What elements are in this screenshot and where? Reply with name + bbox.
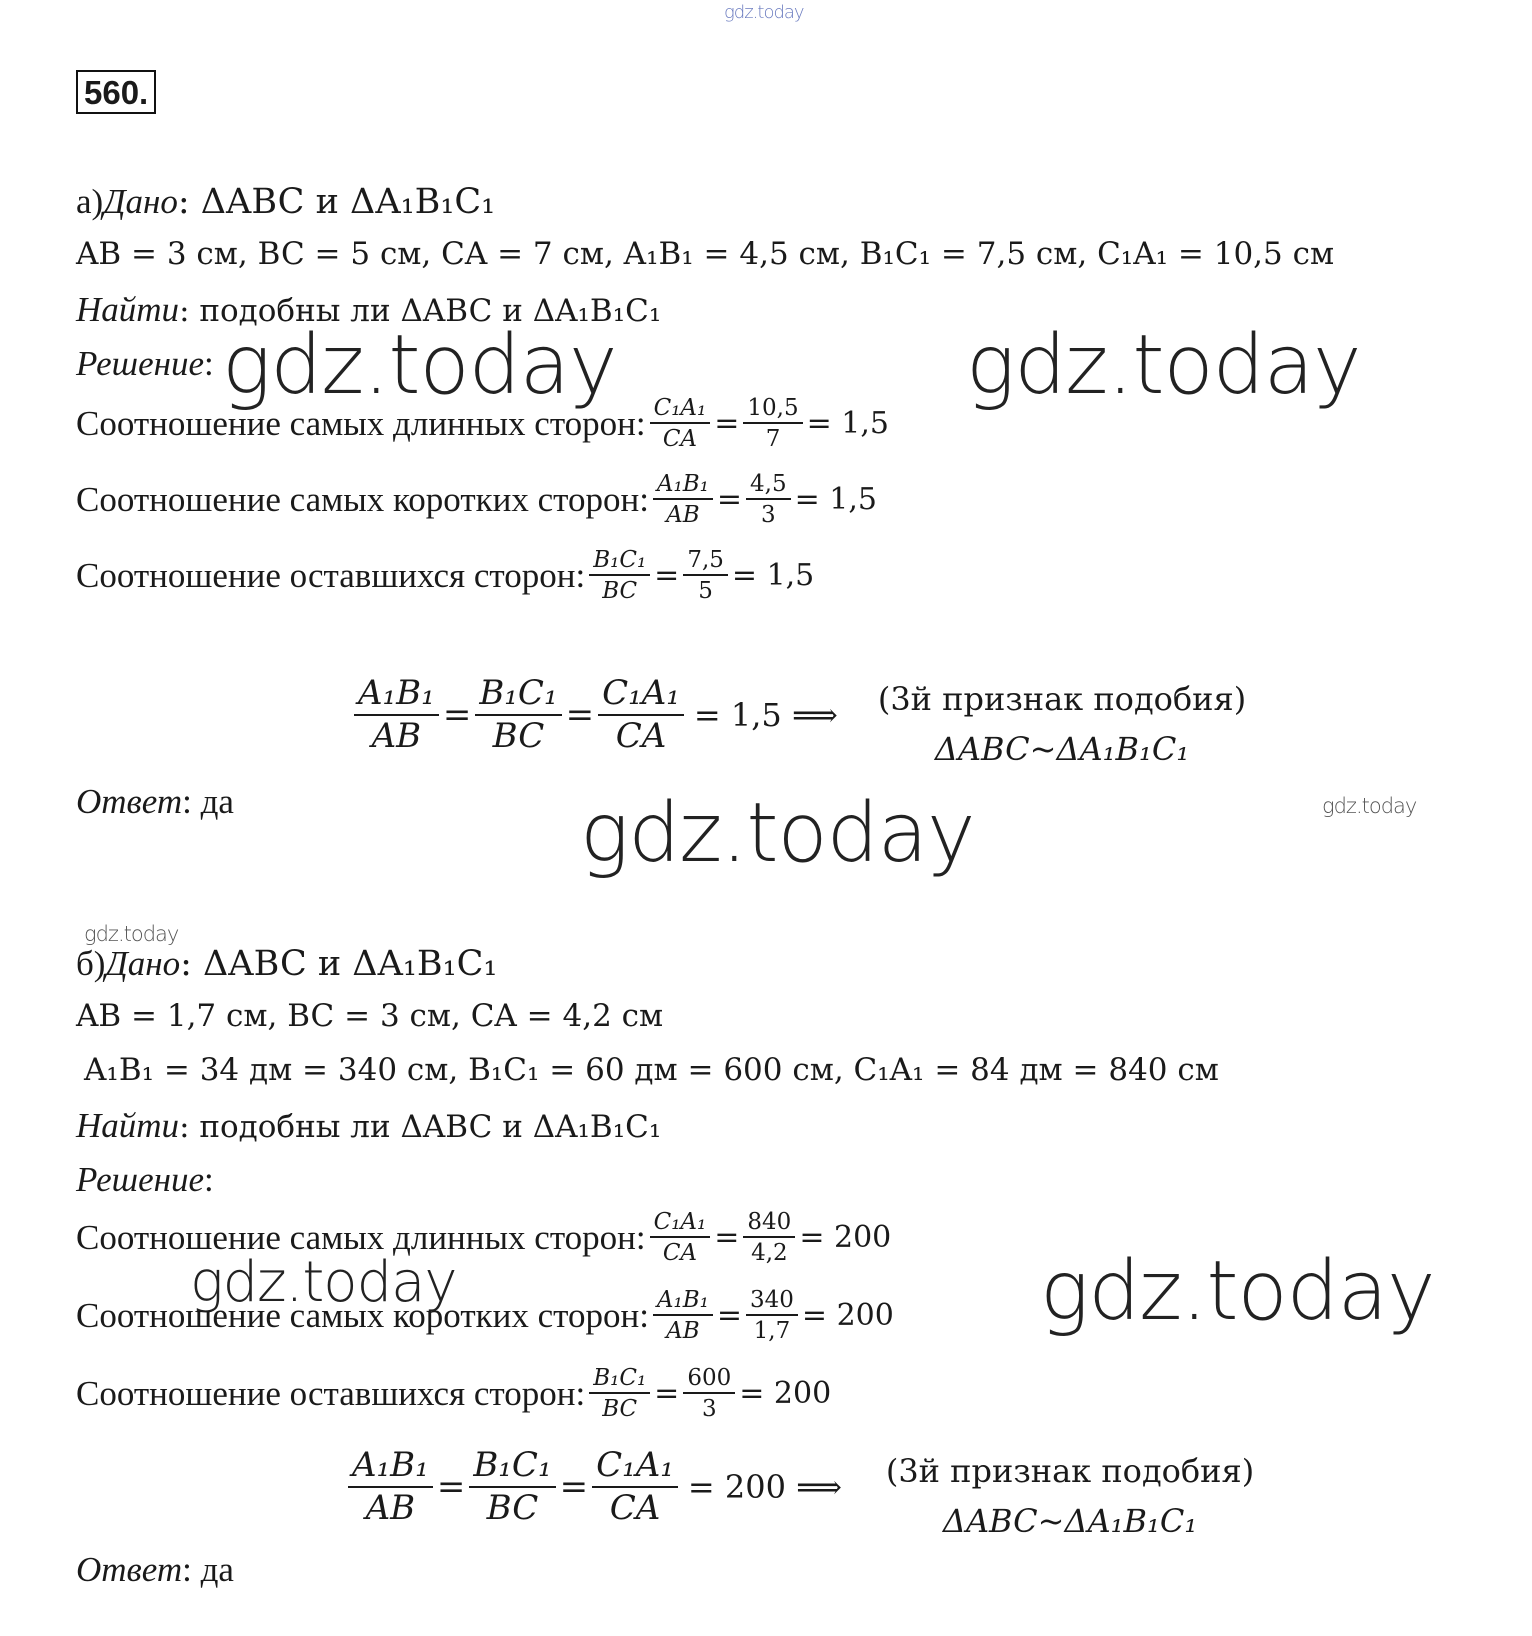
eq-sign: = — [436, 1467, 466, 1508]
frac-den: CA — [609, 1487, 661, 1528]
part-b-given — [76, 944, 497, 984]
watermark-6: gdz.today — [190, 1250, 457, 1315]
frac-den: CA — [615, 715, 667, 756]
part-b-r1-result: = 200 — [799, 1220, 892, 1256]
frac-den: 1,7 — [753, 1318, 791, 1345]
frac-num: C₁A₁ — [650, 1210, 711, 1238]
part-b-solution-label: Решение — [76, 1160, 205, 1199]
part-b-sides-2: A₁B₁ = 34 дм = 340 см, B₁C₁ = 60 дм = 600 см, C₁A₁ = 84 дм = 840 см — [84, 1052, 1219, 1088]
frac-num: 600 — [683, 1366, 735, 1394]
part-b-r2-vfrac — [746, 1288, 798, 1343]
part-a-r2-frac — [653, 472, 713, 527]
frac-num: 340 — [746, 1288, 798, 1316]
frac-num: A₁B₁ — [653, 1288, 713, 1316]
frac-den: BC — [492, 715, 545, 756]
frac-den: AB — [371, 715, 422, 756]
part-b-given-label: Дано — [105, 944, 181, 983]
part-b-criterion: (3й признак подобия) — [885, 1452, 1255, 1490]
part-b-r2-label: Соотношение самых коротких сторон: — [76, 1295, 649, 1335]
frac-num: A₁B₁ — [348, 1448, 433, 1488]
frac-den: AB — [666, 502, 700, 529]
part-a-final-result: = 1,5 ⟹ — [693, 696, 838, 735]
part-a-given-text: : ΔABC и ΔA₁B₁C₁ — [177, 182, 496, 222]
frac-den: BC — [602, 1396, 638, 1423]
part-b-prefix: б) — [76, 944, 106, 983]
part-a-sides: AB = 3 см, BC = 5 см, CA = 7 см, A₁B₁ = 4,5 см, B₁C₁ = 7,5 см, C₁A₁ = 10,5 см — [76, 236, 1335, 272]
part-b-given-text: : ΔABC и ΔA₁B₁C₁ — [180, 944, 498, 984]
part-b-r3-frac — [589, 1366, 650, 1421]
frac-den: AB — [365, 1487, 416, 1528]
part-a-criterion: (3й признак подобия) — [877, 680, 1247, 718]
watermark-1: gdz.today — [222, 318, 617, 413]
part-a-prefix: а) — [76, 182, 104, 221]
part-a-r1-result: = 1,5 — [806, 406, 890, 442]
part-a-given — [76, 182, 495, 222]
frac-num: B₁C₁ — [475, 676, 561, 716]
part-b-r3-result: = 200 — [739, 1376, 832, 1412]
frac-den: CA — [662, 1240, 698, 1267]
part-a-r3-result: = 1,5 — [731, 558, 815, 594]
final-frac-1 — [354, 673, 439, 756]
part-b-find-text: : подобны ли ΔABC и ΔA₁B₁C₁ — [179, 1109, 662, 1145]
frac-num: 840 — [743, 1210, 795, 1238]
final-frac-3 — [592, 1445, 678, 1528]
frac-den: BC — [486, 1487, 539, 1528]
watermark-7: gdz.today — [1040, 1244, 1435, 1339]
part-a-r2-label: Соотношение самых коротких сторон: — [76, 479, 649, 519]
part-a-answer-label: Ответ — [76, 782, 183, 821]
part-b-answer — [76, 1550, 234, 1590]
watermark-4: gdz.today — [580, 786, 975, 881]
part-b-r2-result: = 200 — [801, 1298, 894, 1334]
frac-num: C₁A₁ — [598, 676, 684, 716]
frac-num: 7,5 — [683, 548, 728, 576]
problem-number: 560. — [76, 70, 156, 114]
part-b-conclusion — [870, 1446, 1270, 1546]
part-b-find — [76, 1106, 661, 1146]
part-b-find-label: Найти — [76, 1106, 180, 1145]
part-b-solution — [76, 1160, 214, 1200]
part-b-r3-label: Соотношение оставшихся сторон: — [76, 1373, 586, 1413]
part-a-r3-label: Соотношение оставшихся сторон: — [76, 555, 586, 595]
part-a-conclusion — [862, 674, 1262, 774]
part-a-ratio-1: Соотношение самых длинных сторон: $\frac{\text{C₁A₁}}{CA}$ = $\frac{10,5}{7}$ = 1,5 — [76, 395, 890, 453]
frac-den: 3 — [760, 502, 776, 529]
final-frac-1 — [348, 1445, 433, 1528]
frac-num: A₁B₁ — [354, 676, 439, 716]
part-b-answer-text: : да — [182, 1550, 234, 1589]
part-a-r1-frac — [650, 396, 711, 451]
frac-num: C₁A₁ — [650, 396, 711, 424]
part-b-r1-vfrac — [743, 1210, 795, 1265]
frac-den: 5 — [698, 578, 713, 605]
frac-num: 10,5 — [743, 396, 802, 424]
frac-num: C₁A₁ — [592, 1448, 678, 1488]
part-b-r2-frac — [653, 1288, 713, 1343]
part-b-ratio-2: Соотношение самых коротких сторон: $\frac{\text{A₁B₁}}{AB}$ = $\frac{340}{1,7}$ = 200 — [76, 1287, 894, 1345]
watermark-3: gdz.today — [1322, 794, 1417, 818]
part-a-r3-vfrac — [683, 548, 728, 603]
eq-sign: = — [559, 1467, 589, 1508]
frac-den: 7 — [765, 426, 781, 453]
part-b-answer-label: Ответ — [76, 1550, 183, 1589]
part-a-ratio-3: Соотношение оставшихся сторон: $\frac{\text{B₁C₁}}{BC}$ = $\frac{7,5}{5}$ = 1,5 — [76, 547, 815, 605]
frac-den: 4,2 — [751, 1240, 788, 1267]
final-frac-2 — [469, 1445, 555, 1528]
part-b-similar: ΔABC~ΔA₁B₁C₁ — [942, 1502, 1198, 1540]
part-b-final-result: = 200 ⟹ — [687, 1468, 843, 1507]
watermark-2: gdz.today — [966, 318, 1361, 413]
part-a-r2-result: = 1,5 — [794, 482, 877, 518]
part-a-similar: ΔABC~ΔA₁B₁C₁ — [934, 730, 1190, 768]
part-a-answer — [76, 782, 234, 822]
part-a-r2-vfrac — [746, 472, 791, 527]
part-a-r1-label: Соотношение самых длинных сторон: — [76, 403, 646, 443]
eq-sign: = — [565, 695, 595, 736]
part-b-ratio-1: Соотношение самых длинных сторон: $\frac{\text{C₁A₁}}{CA}$ = $\frac{840}{4,2}$ = 200 — [76, 1209, 892, 1267]
final-frac-2 — [475, 673, 561, 756]
part-b-r1-frac — [650, 1210, 711, 1265]
frac-num: B₁C₁ — [589, 548, 650, 576]
part-a-solution — [76, 344, 214, 384]
part-a-find-label: Найти — [76, 290, 180, 329]
part-b-r3-vfrac — [683, 1366, 735, 1421]
part-a-solution-colon: : — [204, 344, 214, 383]
part-a-r3-frac — [589, 548, 650, 603]
part-b-solution-colon: : — [204, 1160, 214, 1199]
frac-den: CA — [662, 426, 698, 453]
part-a-r1-vfrac — [743, 396, 802, 451]
part-a-solution-label: Решение — [76, 344, 205, 383]
part-b-ratio-3: Соотношение оставшихся сторон: $\frac{\text{B₁C₁}}{BC}$ = $\frac{600}{3}$ = 200 — [76, 1365, 832, 1423]
part-b-sides-1: AB = 1,7 см, BC = 3 см, CA = 4,2 см — [76, 998, 664, 1034]
part-a-answer-text: : да — [182, 782, 234, 821]
part-b-final-equation — [344, 1445, 843, 1528]
part-a-ratio-2: Соотношение самых коротких сторон: $\frac{\text{A₁B₁}}{AB}$ = $\frac{4,5}{3}$ = 1,5 — [76, 471, 877, 529]
part-a-given-label: Дано — [103, 182, 178, 221]
frac-den: 3 — [701, 1396, 717, 1423]
frac-num: B₁C₁ — [469, 1448, 555, 1488]
frac-den: AB — [666, 1318, 700, 1345]
frac-den: BC — [602, 578, 638, 605]
eq-sign: = — [442, 695, 472, 736]
frac-num: A₁B₁ — [653, 472, 713, 500]
watermark-top: gdz.today — [724, 2, 804, 23]
final-frac-3 — [598, 673, 684, 756]
part-a-final-equation — [350, 673, 838, 756]
part-b-r1-label: Соотношение самых длинных сторон: — [76, 1217, 646, 1257]
frac-num: 4,5 — [746, 472, 791, 500]
part-a-find-text: : подобны ли ΔABC и ΔA₁B₁C₁ — [179, 293, 662, 329]
watermark-5: gdz.today — [84, 922, 179, 946]
frac-num: B₁C₁ — [589, 1366, 650, 1394]
